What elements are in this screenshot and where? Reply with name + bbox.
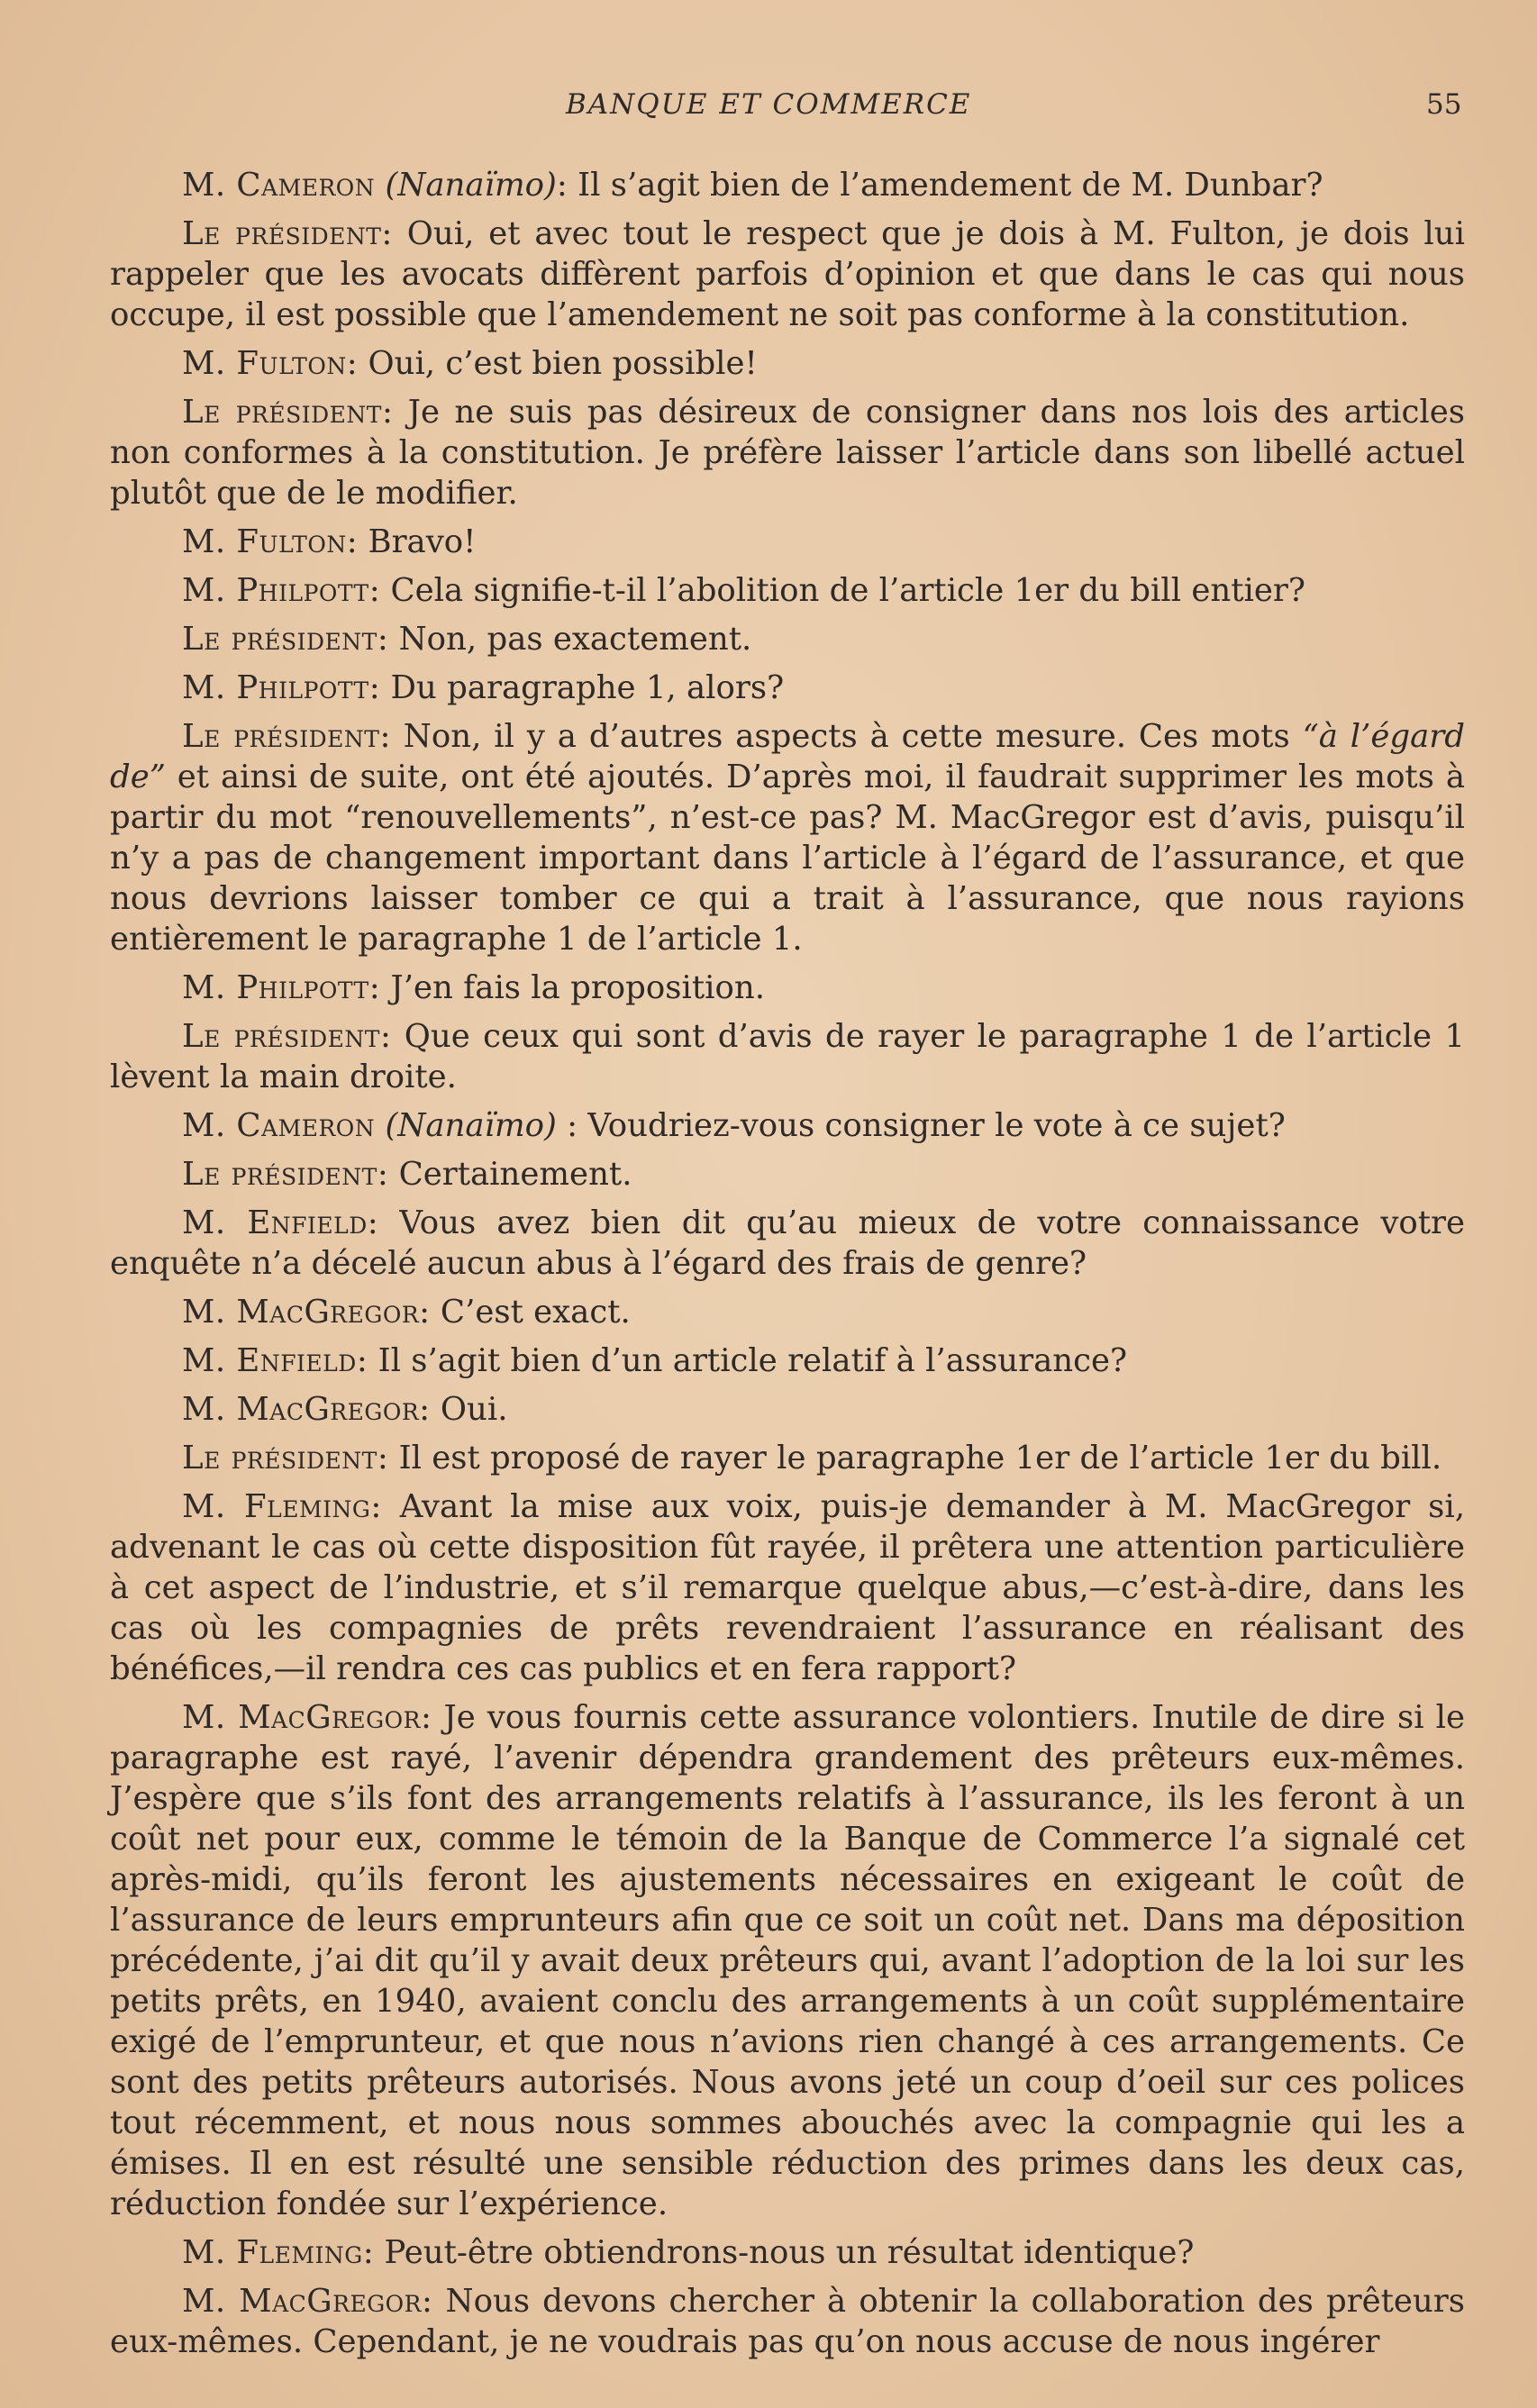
- paragraph-text-continued: et ainsi de suite, ont été ajoutés. D’après moi, il faudrait supprimer les mots à partir du mot “renouvellements”, n’est-ce pas? M. MacGregor est d’avis, puisqu’il n’y a pas de changement important dans l’article à l’égard de l’assurance, et que nous devrions laisser tomber ce qui a trait à l’assurance, que nous rayions entièrement le paragraphe 1 de l’article 1.: [110, 759, 1465, 958]
- paragraph: [110, 570, 1465, 611]
- speaker-name: Le président:: [182, 621, 389, 658]
- paragraph-text: Voudriez-vous consigner le vote à ce sujet?: [578, 1107, 1286, 1144]
- paragraph: [110, 165, 1465, 205]
- paragraph-text: Oui.: [430, 1391, 508, 1428]
- paragraph: [110, 1154, 1465, 1195]
- speaker-name: M. MacGregor:: [182, 1294, 431, 1331]
- paragraph-text: Je vous fournis cette assurance volontiers. Inutile de dire si le paragraphe est rayé, l’avenir dépendra grandement des prêteurs eux-mêmes. J’espère que s’ils font des arrangements relatifs à l’assurance, ils les feront à un coût net pour eux, comme le témoin de la Banque de Commerce l’a signalé cet après-midi, qu’ils feront les ajustements nécessaires en exigeant le coût de l’assurance de leurs emprunteurs afin que ce soit un coût net. Dans ma déposition précédente, j’ai dit qu’il y avait deux prêteurs qui, avant l’adoption de la loi sur les petits prêts, en 1940, avaient conclu des arrangements à un coût supplémentaire exigé de l’emprunteur, et que nous n’avions rien changé à ces arrangements. Ce sont des petits prêteurs autorisés. Nous avons jeté un coup d’oeil sur ces polices tout récemment, et nous nous sommes abouchés avec la compagnie qui les a émises. Il en est résulté une sensible réduction des primes dans les deux cas, réduction fondée sur l’expérience.: [110, 1699, 1465, 2222]
- paragraph: [110, 2232, 1465, 2273]
- page-number: 55: [1426, 88, 1462, 121]
- paragraph: [110, 668, 1465, 708]
- speaker-name: M. Philpott:: [182, 969, 381, 1006]
- paragraph: [110, 1105, 1465, 1146]
- speaker-name: Le président:: [182, 394, 394, 431]
- paragraph: [110, 214, 1465, 335]
- paragraph-text: Il s’agit bien d’un article relatif à l’assurance?: [368, 1342, 1128, 1379]
- paragraph-text: Bravo!: [358, 523, 477, 560]
- speaker-riding: (Nanaïmo): [385, 1107, 557, 1144]
- paragraph: [110, 343, 1465, 384]
- paragraph-text: Non, pas exactement.: [388, 621, 752, 658]
- speaker-name: Le président:: [182, 1018, 392, 1055]
- paragraph: [110, 968, 1465, 1008]
- paragraph: [110, 1697, 1465, 2224]
- speaker-name: M. Enfield:: [182, 1342, 368, 1379]
- running-title: BANQUE ET COMMERCE: [566, 88, 972, 121]
- speaker-colon: :: [556, 1107, 578, 1144]
- speaker-name: M. MacGregor:: [182, 2283, 433, 2320]
- paragraph: [110, 1203, 1465, 1284]
- paragraph-text: Peut-être obtiendrons-nous un résultat identique?: [374, 2234, 1195, 2271]
- paragraph-text: Non, il y a d’autres aspects à cette mesure. Ces mots: [390, 718, 1303, 755]
- paragraph-text: Vous avez bien dit qu’au mieux de votre connaissance votre enquête n’a décelé aucun abus à l’égard des frais de genre?: [110, 1204, 1465, 1282]
- speaker-name: Le président:: [182, 718, 391, 755]
- speaker-name: M. MacGregor:: [182, 1699, 432, 1736]
- paragraph-text: Il s’agit bien de l’amendement de M. Dunbar?: [567, 167, 1323, 204]
- paragraph-text: Oui, et avec tout le respect que je dois à M. Fulton, je dois lui rappeler que les avocats diffèrent parfois d’opinion et que dans le cas qui nous occupe, il est possible que l’amendement ne soit pas conforme à la constitution.: [110, 215, 1465, 333]
- speaker-colon: :: [556, 167, 568, 204]
- speaker-name: M. Fulton:: [182, 345, 359, 382]
- paragraph: [110, 619, 1465, 659]
- paragraph-text: C’est exact.: [430, 1294, 631, 1331]
- speaker-name: Le président:: [182, 215, 393, 252]
- paragraph: [110, 522, 1465, 562]
- paragraph: [110, 716, 1465, 959]
- speaker-name: M. Cameron: [182, 167, 376, 204]
- paragraph-text: Il est proposé de rayer le paragraphe 1er de l’article 1er du bill.: [388, 1440, 1442, 1477]
- speaker-name: M. Philpott:: [182, 669, 381, 706]
- transcript-body: [110, 165, 1465, 2370]
- paragraph-text: Avant la mise aux voix, puis-je demander à M. MacGregor si, advenant le cas où cette disposition fût rayée, il prêtera une attention particulière à cet aspect de l’industrie, et s’il remarque quelque abus,—c’est-à-dire, dans les cas où les compagnies de prêts revendraient l’assurance en réalisant des bénéfices,—il rendra ces cas publics et en fera rapport?: [110, 1488, 1465, 1687]
- speaker-name: M. Enfield:: [182, 1204, 379, 1241]
- speaker-name: Le président:: [182, 1156, 389, 1193]
- paragraph-text: Certainement.: [388, 1156, 632, 1193]
- paragraph-text: Je ne suis pas désireux de consigner dans nos lois des articles non conformes à la constitution. Je préfère laisser l’article dans son libellé actuel plutôt que de le modifier.: [110, 394, 1466, 512]
- paragraph: [110, 1292, 1465, 1332]
- paragraph: [110, 1486, 1465, 1689]
- paragraph-text: Nous devons chercher à obtenir la collaboration des prêteurs eux-mêmes. Cependant, je ne voudrais pas qu’on nous accuse de nous ingérer: [110, 2283, 1465, 2360]
- paragraph-text: Oui, c’est bien possible!: [358, 345, 758, 382]
- speaker-name: M. Cameron: [182, 1107, 376, 1144]
- paragraph: [110, 1389, 1465, 1430]
- speaker-name: M. Philpott:: [182, 572, 381, 609]
- paragraph-text: Que ceux qui sont d’avis de rayer le paragraphe 1 de l’article 1 lèvent la main droite.: [110, 1018, 1466, 1095]
- paragraph: [110, 2281, 1465, 2362]
- paragraph: [110, 1438, 1465, 1478]
- paragraph-text: Cela signifie-t-il l’abolition de l’article 1er du bill entier?: [380, 572, 1305, 609]
- speaker-name: M. Fleming:: [182, 2234, 375, 2271]
- speaker-name: Le président:: [182, 1440, 389, 1477]
- paragraph: [110, 1016, 1465, 1097]
- speaker-name: M. MacGregor:: [182, 1391, 431, 1428]
- paragraph: [110, 1340, 1465, 1381]
- speaker-riding: (Nanaïmo): [385, 167, 557, 204]
- paragraph-text: Du paragraphe 1, alors?: [380, 669, 785, 706]
- speaker-name: M. Fulton:: [182, 523, 359, 560]
- speaker-name: M. Fleming:: [182, 1488, 382, 1525]
- quoted-phrase: “à l’égard de”: [110, 718, 1465, 795]
- paragraph: [110, 392, 1465, 513]
- paragraph-text: J’en fais la proposition.: [380, 969, 765, 1006]
